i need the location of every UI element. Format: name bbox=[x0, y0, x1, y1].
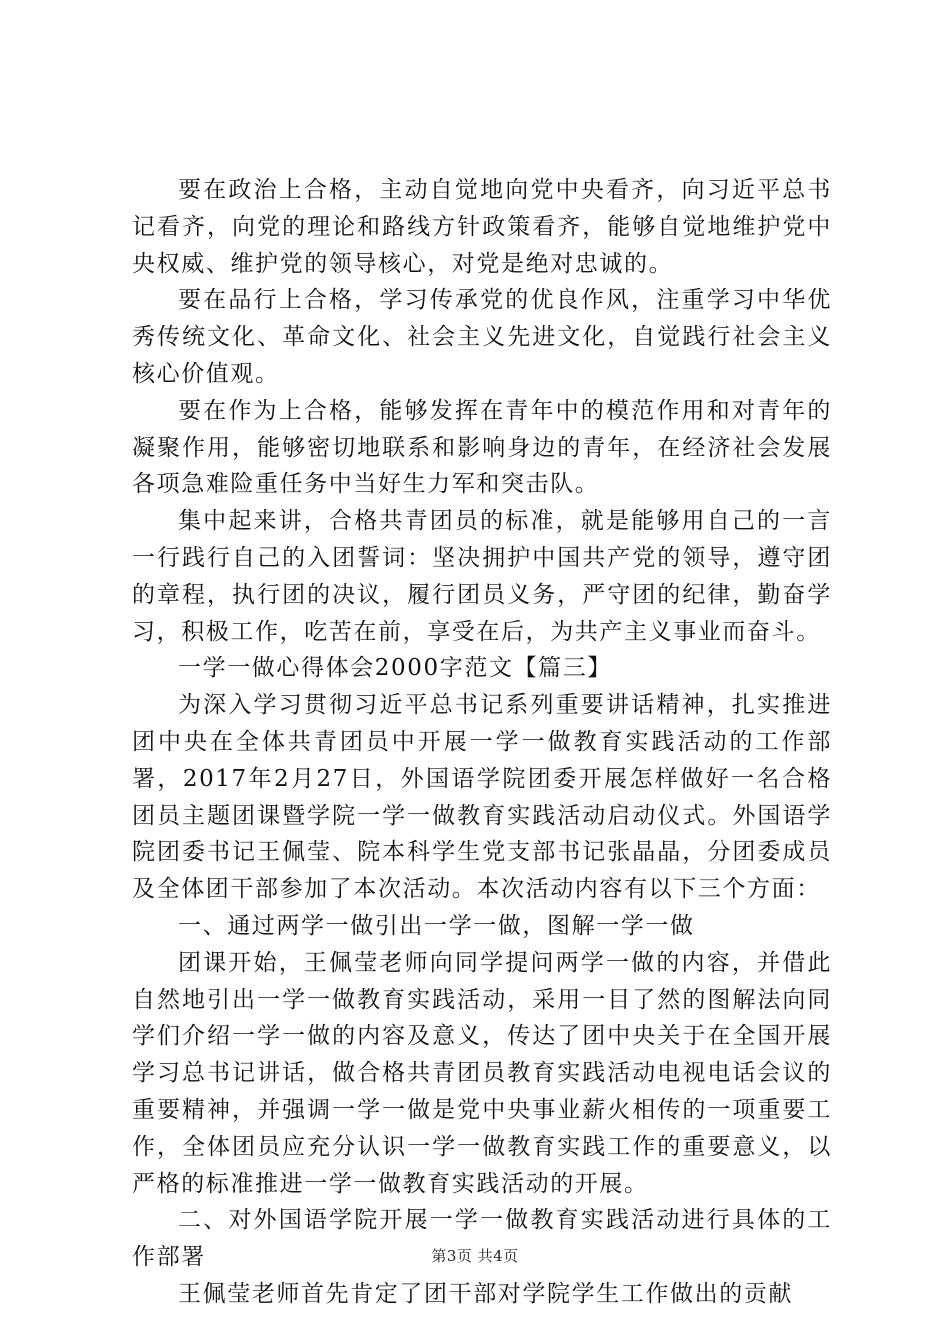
paragraph-action: 要在作为上合格，能够发挥在青年中的模范作用和对青年的凝聚作用，能够密切地联系和影响身边的青年，在经济社会发展各项急难险重任务中当好生力军和突击队。 bbox=[132, 397, 832, 498]
paragraph-intro-part3: 为深入学习贯彻习近平总书记系列重要讲话精神，扎实推进团中央在全体共青团员中开展一学一做教育实践活动的工作部署，2017年2月27日，外国语学院团委开展怎样做好一名合格团员主题团课暨学院一学一做教育实践活动启动仪式。外国语学院团委书记王佩莹、院本科学生党支部书记张晶晶，分团委成员及全体团干部参加了本次活动。本次活动内容有以下三个方面： bbox=[132, 692, 832, 903]
paragraph-teacher-affirm: 王佩莹老师首先肯定了团干部对学院学生工作做出的贡献 bbox=[178, 1280, 793, 1307]
subheading-two: 二、对外国语学院开展一学一做教育实践活动进行具体的工作部署 bbox=[132, 1207, 832, 1271]
section-heading-part3: 一学一做心得体会2000字范文【篇三】 bbox=[178, 655, 612, 682]
paragraph-conduct: 要在品行上合格，学习传承党的优良作风，注重学习中华优秀传统文化、革命文化、社会主义先进文化，自觉践行社会主义核心价值观。 bbox=[132, 287, 832, 387]
page-number-footer: 第3页 共4页 bbox=[431, 1247, 519, 1265]
paragraph-lesson-start: 团课开始，王佩莹老师向同学提问两学一做的内容，并借此自然地引出一学一做教育实践活动，采用一目了然的图解法向同学们介绍一学一做的内容及意义，传达了团中央关于在全国开展学习总书记讲话，做合格共青团员教育实践活动电视电话会议的重要精神，并强调一学一做是党中央事业薪火相传的一项重要工作，全体团员应充分认识一学一做教育实践工作的重要意义，以严格的标准推进一学一做教育实践活动的开展。 bbox=[132, 949, 832, 1197]
subheading-one: 一、通过两学一做引出一学一做，图解一学一做 bbox=[178, 912, 695, 939]
paragraph-political: 要在政治上合格，主动自觉地向党中央看齐，向习近平总书记看齐，向党的理论和路线方针政策看齐，能够自觉地维护党中央权威、维护党的领导核心，对党是绝对忠诚的。 bbox=[132, 177, 832, 277]
document-body bbox=[132, 172, 832, 1313]
paragraph-summary: 集中起来讲，合格共青团员的标准，就是能够用自己的一言一行践行自己的入团誓词：坚决拥护中国共产党的领导，遵守团的章程，执行团的决议，履行团员义务，严守团的纪律，勤奋学习，积极工作，吃苦在前，享受在后，为共产主义事业而奋斗。 bbox=[132, 508, 832, 645]
